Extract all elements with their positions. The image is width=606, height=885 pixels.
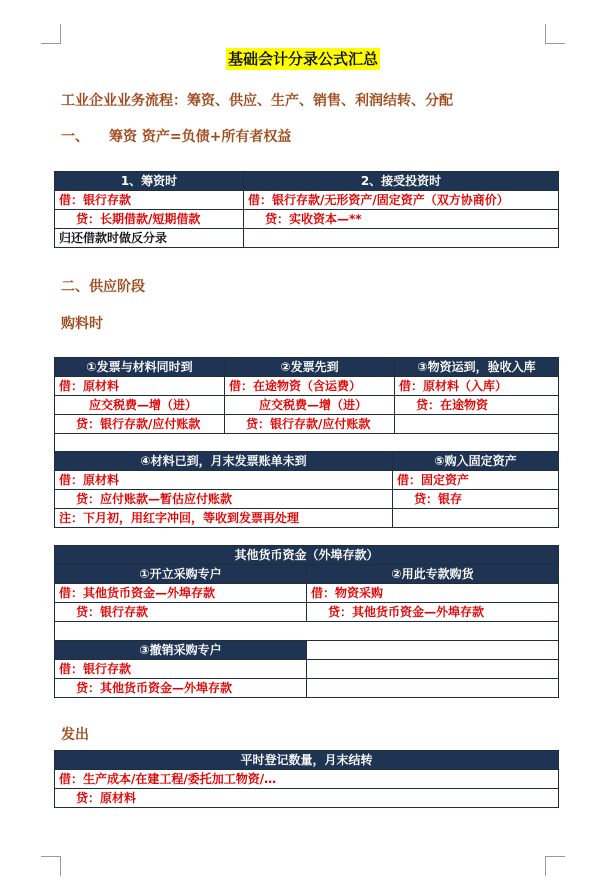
entry-credit-capital: 贷：实收资本—** (244, 210, 559, 229)
header-no-invoice: ④材料已到，月末发票账单未到 (55, 452, 393, 471)
entry-vat-input-2: 应交税费—增（进） (225, 396, 395, 415)
section2-heading: 二、供应阶段 (61, 279, 145, 295)
entry-debit-bank: 借：银行存款 (55, 191, 244, 210)
doc-title-wrap (0, 48, 606, 69)
entry-credit-estimate-payable: 贷：应付账款—暂估应付账款 (55, 490, 393, 509)
entry-credit-other-funds-2: 贷：其他货币资金—外埠存款 (55, 679, 307, 698)
entry-credit-loans: 贷：长期借款/短期借款 (55, 210, 244, 229)
other-funds-table (54, 545, 559, 698)
entry-debit-materials-estimate: 借：原材料 (55, 471, 393, 490)
entry-debit-other-funds: 借：其他货币资金—外埠存款 (55, 584, 307, 603)
entry-credit-bank-payable-2: 贷：银行存款/应付账款 (225, 415, 395, 434)
empty-cell (395, 415, 559, 434)
header-fixed-asset: ⑤购入固定资产 (393, 452, 559, 471)
header-close-account: ③撤销采购专户 (55, 641, 307, 660)
purchase-heading: 购料时 (61, 316, 103, 332)
entry-debit-materials-stored: 借：原材料（入库） (395, 377, 559, 396)
header-investment: 2、接受投资时 (244, 172, 559, 191)
entry-debit-purchase: 借：物资采购 (307, 584, 559, 603)
empty-cell (307, 660, 559, 679)
entry-debit-production: 借：生产成本/在建工程/委托加工物资/… (55, 770, 559, 789)
process-heading: 工业企业业务流程：筹资、供应、生产、销售、利润结转、分配 (61, 93, 453, 109)
spacer-row (55, 434, 559, 453)
note-repay-loan: 归还借款时做反分录 (55, 229, 244, 248)
corner-mark-top-left (41, 24, 61, 44)
section1-title: 筹资 资产=负债+所有者权益 (109, 129, 292, 145)
entry-credit-materials: 贷：原材料 (55, 789, 559, 808)
empty-cell (244, 229, 559, 248)
purchase-table (54, 357, 559, 453)
entry-debit-bank-3: 借：银行存款 (55, 660, 307, 679)
header-invoice-and-goods: ①发票与材料同时到 (55, 358, 225, 377)
entry-vat-input: 应交税费—增（进） (55, 396, 225, 415)
section1-number: 一、 (61, 129, 89, 145)
entry-credit-bank-payable: 贷：银行存款/应付账款 (55, 415, 225, 434)
header-goods-received: ③物资运到，验收入库 (395, 358, 559, 377)
empty-cell (393, 509, 559, 528)
empty-cell (307, 679, 559, 698)
entry-credit-bank-deposit: 贷：银存 (393, 490, 559, 509)
entry-credit-bank-2: 贷：银行存款 (55, 603, 307, 622)
doc-title: 基础会计分录公式汇总 (227, 50, 378, 68)
entry-debit-fixed-asset: 借：固定资产 (393, 471, 559, 490)
header-other-funds: 其他货币资金（外埠存款） (55, 546, 559, 565)
header-issue: 平时登记数量，月末结转 (55, 751, 559, 770)
header-invoice-first: ②发票先到 (225, 358, 395, 377)
empty-cell (307, 641, 559, 660)
header-use-funds: ②用此专款购货 (307, 565, 559, 584)
estimate-table (54, 451, 559, 528)
entry-debit-materials: 借：原材料 (55, 377, 225, 396)
entry-credit-other-funds: 贷：其他货币资金—外埠存款 (307, 603, 559, 622)
issue-table (54, 750, 559, 808)
corner-mark-top-right (545, 24, 565, 44)
entry-debit-investment: 借：银行存款/无形资产/固定资产（双方协商价） (244, 191, 559, 210)
spacer-row (55, 622, 559, 641)
entry-debit-in-transit: 借：在途物资（含运费） (225, 377, 395, 396)
header-open-account: ①开立采购专户 (55, 565, 307, 584)
header-financing: 1、筹资时 (55, 172, 244, 191)
note-red-reversal: 注：下月初，用红字冲回，等收到发票再处理 (55, 509, 393, 528)
corner-mark-bottom-right (545, 856, 565, 876)
financing-table (54, 171, 559, 248)
issue-heading: 发出 (61, 727, 89, 743)
entry-credit-in-transit: 贷：在途物资 (395, 396, 559, 415)
corner-mark-bottom-left (41, 856, 61, 876)
section1-heading (61, 126, 291, 146)
